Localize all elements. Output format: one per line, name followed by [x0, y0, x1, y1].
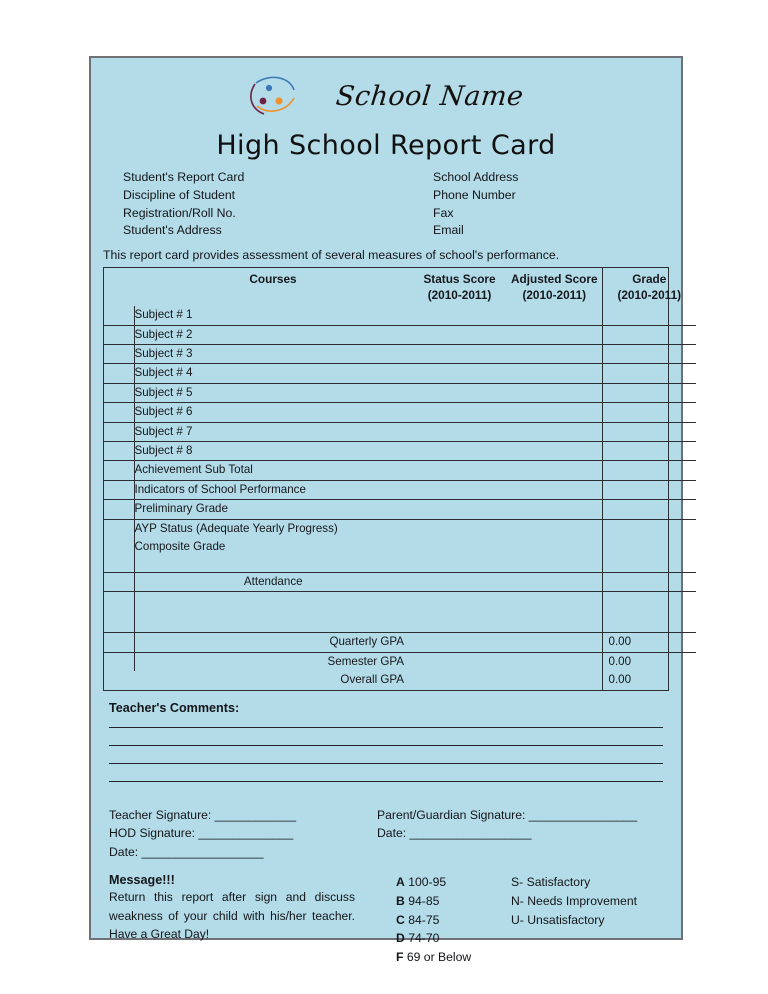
table-row[interactable] [104, 364, 696, 383]
attendance-scores[interactable] [412, 572, 602, 591]
attendance-row [104, 572, 696, 591]
row-grade[interactable] [602, 403, 696, 422]
grading-scale-row [396, 948, 664, 967]
table-row[interactable] [104, 403, 696, 422]
report-table [104, 268, 696, 690]
identity-label: Phone Number [433, 187, 516, 202]
ayp-scores[interactable] [412, 519, 602, 572]
row-scores[interactable] [412, 306, 602, 325]
row-gutter [104, 633, 134, 653]
row-label: Subject # 5 [134, 383, 412, 402]
row-gutter [104, 671, 134, 690]
grade-letter-d: D [396, 931, 405, 946]
row-grade[interactable] [602, 422, 696, 441]
ayp-status-label: AYP Status (Adequate Yearly Progress) [134, 521, 338, 535]
attendance-grade[interactable] [602, 572, 696, 591]
row-scores[interactable] [412, 383, 602, 402]
ayp-grade[interactable] [602, 519, 696, 572]
row-scores[interactable] [412, 364, 602, 383]
header-grade-label: Grade [632, 272, 667, 287]
header-gutter [104, 268, 134, 306]
grading-scale-row [396, 929, 664, 948]
row-gutter [104, 592, 134, 633]
signature-section [91, 802, 681, 862]
identity-label: Student's Report Card [123, 170, 245, 184]
identity-label: Fax [433, 205, 454, 220]
gpa-label: Semester GPA [134, 652, 412, 671]
row-gutter [104, 652, 134, 671]
row-grade[interactable] [602, 480, 696, 499]
header-status-score-year: (2010-2011) [427, 287, 492, 302]
attendance-blank-scores[interactable] [412, 592, 602, 633]
gpa-value[interactable]: 0.00 [602, 633, 696, 653]
identity-block [91, 169, 681, 240]
attendance-blank-cell[interactable] [134, 592, 412, 633]
teacher-signature-column [109, 806, 377, 862]
row-label: Subject # 6 [134, 403, 412, 422]
masthead [91, 58, 681, 120]
row-scores[interactable] [412, 500, 602, 519]
row-label: Subject # 7 [134, 422, 412, 441]
grade-range-c [396, 911, 511, 930]
gpa-row [104, 652, 696, 671]
page-title: High School Report Card [216, 130, 556, 161]
parent-signature-column [377, 806, 667, 862]
grade-range-d [396, 929, 511, 948]
grade-range-d-value: 74-70 [408, 931, 440, 946]
comment-line[interactable] [109, 727, 663, 728]
gpa-spacer [412, 652, 602, 671]
row-label: Achievement Sub Total [134, 461, 412, 480]
header-adjusted-score-label: Adjusted Score [510, 272, 598, 287]
grade-letter-f: F [396, 949, 404, 964]
grade-range-b-value: 94-85 [408, 893, 440, 908]
row-grade[interactable] [602, 325, 696, 344]
row-scores[interactable] [412, 442, 602, 461]
table-row[interactable] [104, 383, 696, 402]
header-courses: Courses [249, 272, 297, 287]
gpa-value[interactable]: 0.00 [602, 652, 696, 671]
hod-signature-field[interactable]: HOD Signature: ______________ [109, 826, 294, 841]
row-grade[interactable] [602, 500, 696, 519]
identity-label: School Address [433, 170, 519, 184]
header-status-score-label: Status Score [423, 272, 496, 287]
row-label: Subject # 1 [134, 306, 412, 325]
gpa-row [104, 633, 696, 653]
row-gutter [104, 461, 134, 480]
grade-range-b [396, 892, 511, 911]
report-card-sheet [89, 56, 683, 964]
gpa-spacer [412, 633, 602, 653]
row-gutter [104, 325, 134, 344]
row-gutter [104, 572, 134, 591]
table-row[interactable] [104, 325, 696, 344]
parent-signature-field[interactable]: Parent/Guardian Signature: ________________ [377, 807, 638, 822]
table-row[interactable] [104, 461, 696, 480]
attendance-blank-row[interactable] [104, 592, 696, 633]
attendance-blank-grade[interactable] [602, 592, 696, 633]
gpa-spacer [412, 671, 602, 690]
grade-letter-a: A [396, 875, 405, 890]
row-gutter [104, 500, 134, 519]
row-scores[interactable] [412, 422, 602, 441]
gpa-value[interactable]: 0.00 [602, 671, 696, 690]
grade-desc-s: S- Satisfactory [511, 875, 591, 890]
header-adjusted-score-year: (2010-2011) [522, 287, 587, 302]
grade-letter-b: B [396, 893, 405, 908]
table-row[interactable] [104, 480, 696, 499]
row-scores[interactable] [412, 461, 602, 480]
identity-label: Student's Address [123, 223, 222, 238]
attendance-label: Attendance [134, 572, 412, 591]
row-grade[interactable] [602, 442, 696, 461]
grade-range-c-value: 84-75 [408, 912, 440, 927]
table-row[interactable] [104, 442, 696, 461]
row-label: Preliminary Grade [134, 500, 412, 519]
comment-line[interactable] [109, 745, 663, 746]
gpa-label: Overall GPA [340, 673, 404, 687]
header-adjusted-score [507, 268, 602, 306]
header-status-score [412, 268, 507, 306]
row-scores[interactable] [412, 325, 602, 344]
row-grade[interactable] [602, 383, 696, 402]
grading-scale-row [396, 873, 664, 892]
school-name: School Name [334, 80, 526, 112]
row-gutter [104, 442, 134, 461]
header-grade [602, 268, 696, 306]
table-header-row [104, 268, 696, 306]
table-row[interactable] [104, 500, 696, 519]
header-grade-year: (2010-2011) [617, 287, 682, 302]
grading-scale-block [374, 873, 664, 966]
row-scores[interactable] [412, 345, 602, 364]
row-gutter [104, 519, 134, 572]
grade-range-a-value: 100-95 [408, 875, 447, 890]
row-grade[interactable] [602, 306, 696, 325]
message-block [109, 873, 374, 966]
row-gutter [104, 364, 134, 383]
teacher-signature-field[interactable]: Teacher Signature: ____________ [109, 807, 297, 822]
school-swoosh-logo-icon [248, 74, 300, 118]
grade-range-a [396, 873, 511, 892]
grading-scale-row [396, 911, 664, 930]
identity-label: Email [433, 223, 464, 238]
row-gutter [104, 306, 134, 325]
parent-date-field[interactable]: Date: __________________ [377, 826, 532, 841]
composite-grade-label: Composite Grade [134, 540, 226, 554]
message-body: Return this report after sign and discuss weakness of your child with his/her teacher. Have a Great Day! [109, 890, 355, 942]
table-row[interactable] [104, 306, 696, 325]
row-label: Indicators of School Performance [134, 480, 412, 499]
ayp-composite-row[interactable] [104, 519, 696, 572]
row-label: Subject # 2 [134, 325, 412, 344]
gpa-label: Quarterly GPA [134, 633, 412, 653]
ayp-labels [134, 519, 412, 572]
comment-line[interactable] [109, 763, 663, 764]
row-grade[interactable] [602, 345, 696, 364]
row-label: Subject # 4 [134, 364, 412, 383]
message-title: Message!!! [109, 873, 175, 888]
teacher-comments-title: Teacher's Comments: [109, 700, 240, 715]
identity-label: Registration/Roll No. [123, 205, 236, 220]
school-info-column [433, 169, 673, 240]
student-info-column [123, 169, 433, 240]
report-table-wrapper [103, 267, 682, 691]
row-gutter [104, 480, 134, 499]
row-scores[interactable] [412, 480, 602, 499]
report-table-body [104, 306, 696, 690]
grade-letter-c: C [396, 912, 405, 927]
teacher-date-field[interactable]: Date: __________________ [109, 844, 264, 859]
row-grade[interactable] [602, 461, 696, 480]
identity-label: Discipline of Student [123, 187, 236, 202]
table-row[interactable] [104, 345, 696, 364]
row-label: Subject # 8 [134, 442, 412, 461]
grade-desc-u: U- Unsatisfactory [511, 912, 605, 927]
grading-scale-row [396, 892, 664, 911]
grade-range-f-value: 69 or Below [406, 949, 472, 964]
teacher-comments-section [91, 691, 681, 782]
intro-text: This report card provides assessment of several measures of school's performance. [103, 248, 560, 263]
row-gutter [104, 403, 134, 422]
comment-line[interactable] [109, 781, 663, 782]
grade-range-f [396, 948, 511, 967]
bottom-section [91, 861, 681, 966]
table-row[interactable] [104, 422, 696, 441]
row-gutter [104, 345, 134, 364]
grade-desc-n: N- Needs Improvement [511, 893, 637, 908]
row-scores[interactable] [412, 403, 602, 422]
row-label: Subject # 3 [134, 345, 412, 364]
gpa-row [104, 671, 696, 690]
row-grade[interactable] [602, 364, 696, 383]
row-gutter [104, 383, 134, 402]
row-gutter [104, 422, 134, 441]
